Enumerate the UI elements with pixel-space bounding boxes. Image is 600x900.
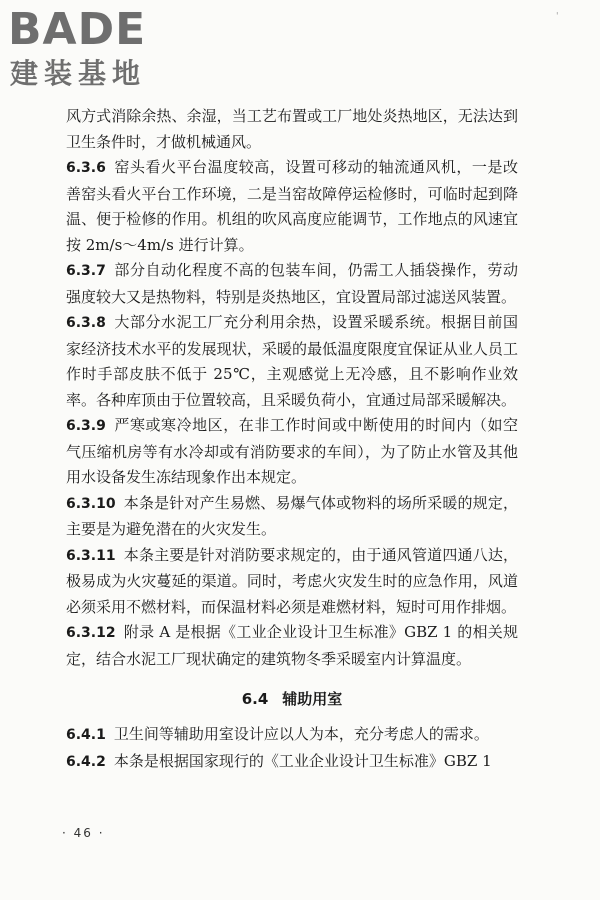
clause-number: 6.3.9 xyxy=(66,418,106,434)
clause-text: 卫生间等辅助用室设计应以人为本，充分考虑人的需求。 xyxy=(113,725,489,743)
page-number: · 46 · xyxy=(62,826,105,840)
logo-wordmark: BADE xyxy=(8,4,147,55)
clause-6-3-7 xyxy=(66,258,518,310)
clause-6-3-12 xyxy=(66,620,518,672)
logo-subtitle: 建装基地 xyxy=(10,57,147,90)
clause-6-3-6 xyxy=(66,155,518,258)
clause-number: 6.3.6 xyxy=(66,160,106,176)
clause-number: 6.3.11 xyxy=(66,547,116,564)
clause-text: 严寒或寒冷地区，在非工作时间或中断使用的时间内（如空气压缩机房等有水冷却或有消防要求的车间），为了防止水管及其他用水设备发生冻结现象作出本规定。 xyxy=(66,416,518,486)
clause-number: 6.3.12 xyxy=(66,625,116,641)
section-number: 6.4 xyxy=(241,690,269,708)
clause-text: 本条是根据国家现行的《工业企业设计卫生标准》GBZ 1 xyxy=(113,751,492,770)
clause-number: 6.3.10 xyxy=(66,495,116,512)
clause-text: 附录 A 是根据《工业企业设计卫生标准》GBZ 1 的相关规定，结合水泥工厂现状确定的建筑物冬季采暖室内计算温度。 xyxy=(66,623,518,668)
page-content xyxy=(66,104,518,775)
clause-text: 部分自动化程度不高的包装车间，仍需工人插袋操作，劳动强度较大又是热物料，特别是炎热地区，宜设置局部过滤送风装置。 xyxy=(66,261,518,306)
section-heading xyxy=(66,686,518,712)
clause-text: 窑头看火平台温度较高，设置可移动的轴流通风机，一是改善窑头看火平台工作环境，二是当窑故障停运检修时，可临时起到降温、便于检修的作用。机组的吹风高度应能调节，工作地点的风速宜按 2m/s～4m/s 进行计算。 xyxy=(66,158,518,254)
clause-text: 本条是针对产生易燃、易爆气体或物料的场所采暖的规定，主要是为避免潜在的火灾发生。 xyxy=(66,493,518,538)
corner-mark: ' xyxy=(556,12,559,22)
clause-6-3-11 xyxy=(66,543,518,621)
clause-number: 6.4.2 xyxy=(66,753,106,770)
clause-text: 大部分水泥工厂充分利用余热，设置采暖系统。根据目前国家经济技术水平的发展现状，采暖的最低温度限度宜保证从业人员工作时手部皮肤不低于 25℃，主观感觉上无冷感，且不影响作业效率。各种库顶由于位置较高，且采暖负荷小，宜通过局部采暖解决。 xyxy=(66,313,518,409)
paragraph-continuation xyxy=(66,104,518,155)
clause-6-3-9 xyxy=(66,413,518,491)
clause-6-3-10 xyxy=(66,491,518,543)
section-title: 辅助用室 xyxy=(282,690,343,708)
clause-6-3-8 xyxy=(66,310,518,413)
clause-number: 6.3.7 xyxy=(66,263,106,279)
bade-logo xyxy=(8,6,178,96)
clause-6-4-2 xyxy=(66,749,518,776)
clause-text: 本条主要是针对消防要求规定的，由于通风管道四通八达，极易成为火灾蔓延的渠道。同时，考虑火灾发生时的应急作用，风道必须采用不燃材料，而保温材料必须是难燃材料，短时可用作排烟。 xyxy=(66,545,518,616)
clause-number: 6.4.1 xyxy=(66,727,106,743)
clause-6-4-1 xyxy=(66,722,518,749)
clause-number: 6.3.8 xyxy=(66,315,106,331)
paragraph-text: 风方式消除余热、余湿，当工艺布置或工厂地处炎热地区，无法达到卫生条件时，才做机械通风。 xyxy=(66,107,518,151)
